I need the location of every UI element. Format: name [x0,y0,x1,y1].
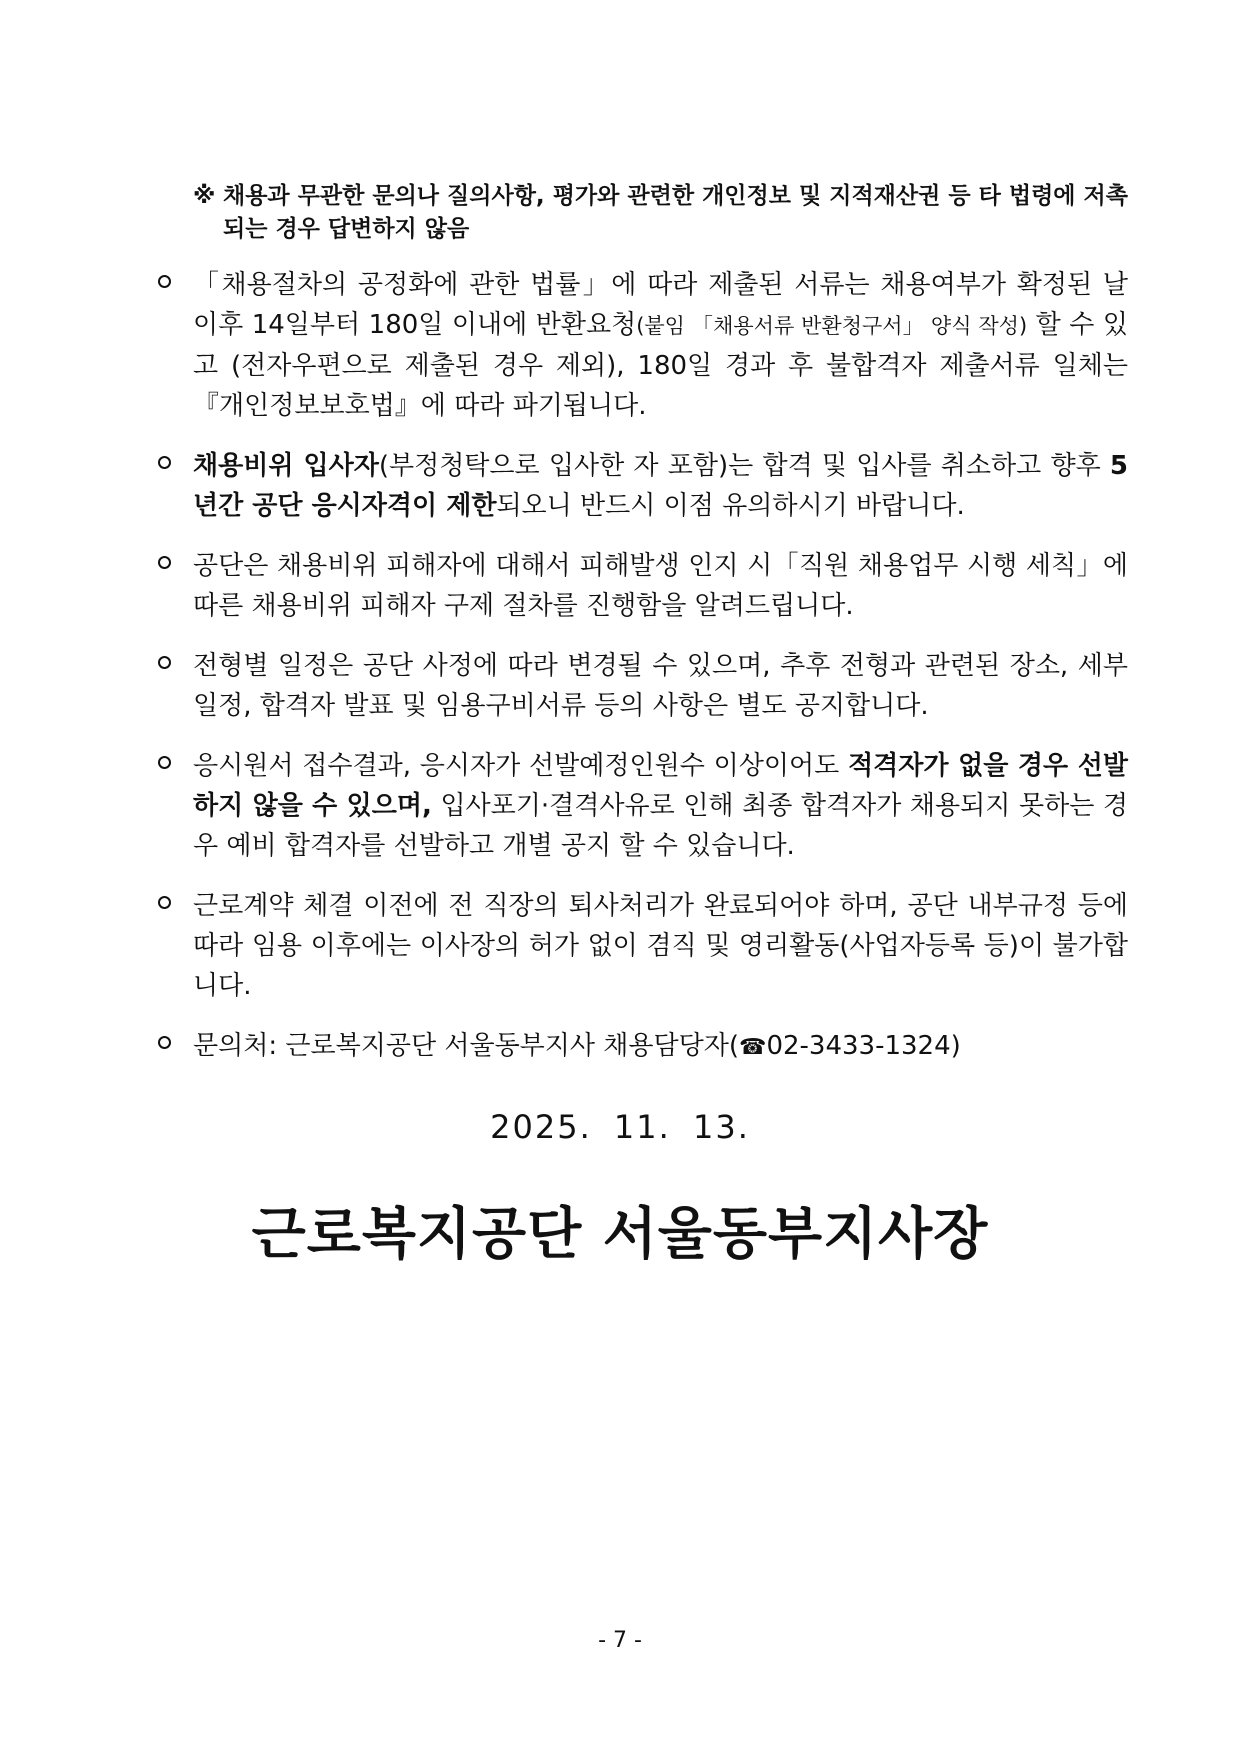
circle-bullet-icon [158,1036,171,1049]
bold-segment: 적격자가 없을 경우 선발하지 않을 수 있으며, [193,751,1128,821]
list-item-text [193,746,1128,866]
page-number: - 7 - [598,1628,642,1653]
text-segment: ) [950,1031,961,1061]
text-segment: 할 수 있고 (전자우편으로 제출된 경우 제외), 180일 경과 후 불합격자 제출서류 일체는『개인정보보호법』에 따라 파기됩니다. [193,310,1128,421]
list-item-text [193,1026,1128,1068]
issue-date: 2025. 11. 13. [490,1108,750,1146]
circle-bullet-icon [158,656,171,669]
text-segment: (부정청탁으로 입사한 자 포함)는 합격 및 입사를 취소하고 향후 [378,451,1110,481]
list-item-text [193,546,1128,626]
circle-bullet-icon [158,456,171,469]
circle-bullet-icon [158,275,171,288]
circle-bullet-icon [158,556,171,569]
text-segment: 응시원서 접수결과, 응시자가 선발예정인원수 이상이어도 [193,751,849,781]
text-segment: 되오니 반드시 이점 유의하시기 바랍니다. [496,491,965,521]
disclaimer-note [193,180,1128,246]
text-segment: 입사포기·결격사유로 인해 최종 합격자가 채용되지 못하는 경우 예비 합격자를 선발하고 개별 공지 할 수 있습니다. [193,791,1128,861]
list-item-no-qualified [158,746,1128,866]
circle-bullet-icon [158,896,171,909]
list-item-employment-contract [158,886,1128,1006]
list-item-victim-relief [158,546,1128,626]
list-item-text [193,265,1128,426]
notice-list [158,265,1128,1088]
telephone-icon: ☎ [739,1035,767,1060]
list-item-text [193,646,1128,726]
list-item-text [193,446,1128,526]
text-segment: 공단은 채용비위 피해자에 대해서 피해발생 인지 시「직원 채용업무 시행 세칙」에 따른 채용비위 피해자 구제 절차를 진행함을 알려드립니다. [193,551,1128,621]
text-segment: 근로계약 체결 이전에 전 직장의 퇴사처리가 완료되어야 하며, 공단 내부규정 등에 따라 임용 이후에는 이사장의 허가 없이 겸직 및 영리활동(사업자등록 등)이 불가합니다. [193,891,1128,1001]
list-item-hiring-misconduct [158,446,1128,526]
list-item-schedule [158,646,1128,726]
list-item-text [193,886,1128,1006]
text-segment-small: (붙임 「채용서류 반환청구서」 양식 작성) [636,314,1028,338]
text-segment: 문의처: 근로복지공단 서울동부지사 채용담당자( [193,1031,740,1061]
bold-segment: 채용비위 입사자 [193,451,379,481]
reference-mark: ※ [193,183,216,209]
bold-segment: 5년간 공단 응시자격이 제한 [193,451,1128,521]
disclaimer-text: 채용과 무관한 문의나 질의사항, 평가와 관련한 개인정보 및 지적재산권 등 타 법령에 저촉되는 경우 답변하지 않음 [223,183,1128,242]
list-item-contact [158,1026,1128,1068]
circle-bullet-icon [158,756,171,769]
phone-number: 02-3433-1324 [766,1031,951,1061]
text-segment: 「채용절차의 공정화에 관한 법률」에 따라 제출된 서류는 채용여부가 확정된 날 이후 14일부터 180일 이내에 반환요청 [193,270,1128,340]
text-segment: 전형별 일정은 공단 사정에 따라 변경될 수 있으며, 추후 전형과 관련된 장소, 세부 일정, 합격자 발표 및 임용구비서류 등의 사항은 별도 공지합니다. [193,651,1128,721]
list-item-document-return [158,265,1128,426]
issuer-name: 근로복지공단 서울동부지사장 [251,1202,989,1267]
